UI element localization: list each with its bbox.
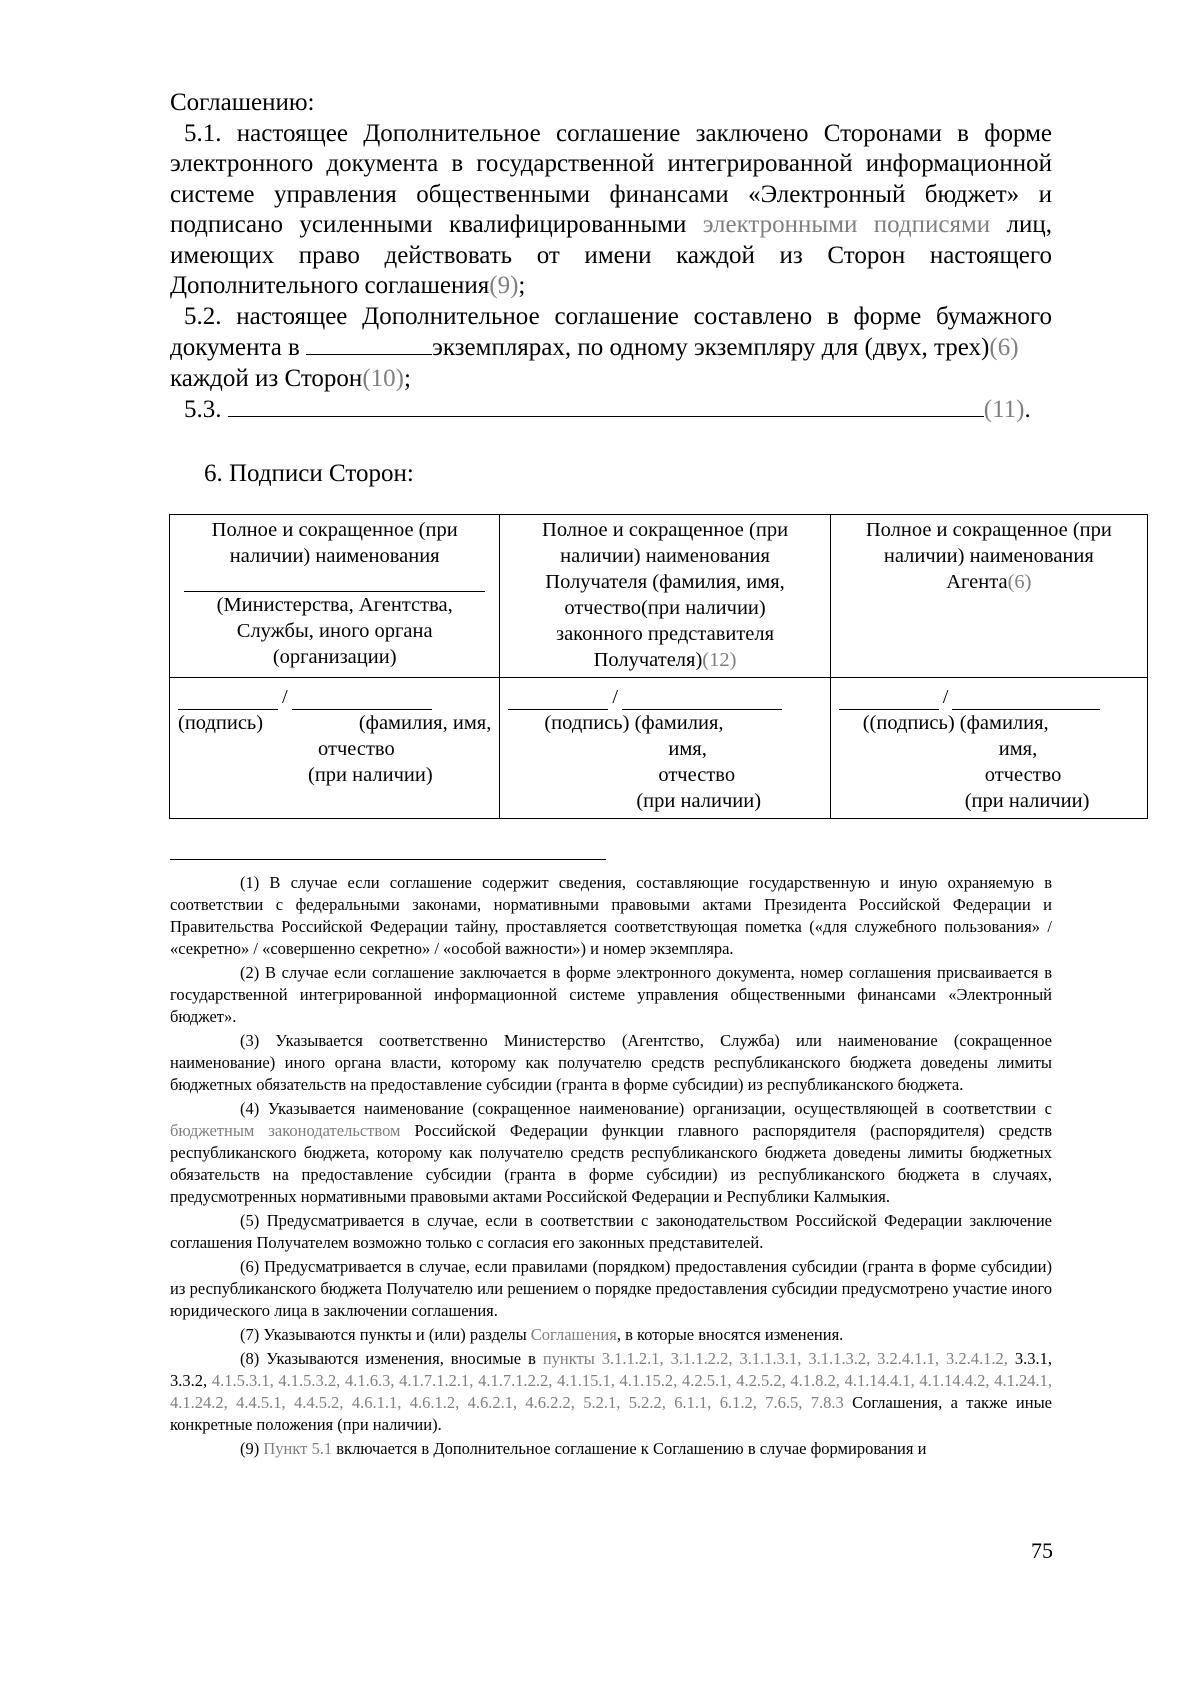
clause-5-2-line1: 5.2. настоящее Дополнительное соглашение составлено в форме бумажного	[184, 302, 1052, 330]
copies-blank	[306, 332, 432, 355]
link-electronic-signatures[interactable]: электронными подписями	[702, 211, 991, 238]
footnote-5: (5) Предусматривается в случае, если в соответствии с законодательством Российской Федерации заключение соглашения Получателем возможно только с согласия его законных представителей.	[170, 1210, 1052, 1252]
footnote-ref-10[interactable]: (10)	[362, 364, 404, 392]
footnote-3: (3) Указывается соответственно Министерство (Агентство, Служба) или наименование (сокращенное наименование) иного органа власти, которому как получателю средств республиканского бюджета доведены лимиты бюджетных обязательств на предоставление субсидии (гранта в форме субсидии) из республиканского бюджета.	[170, 1030, 1052, 1094]
party-1-signature-cell: / (подпись) (фамилия, имя, отчество (при наличии)	[170, 677, 500, 818]
link-agreement[interactable]: Соглашения	[530, 1324, 617, 1344]
footnote-9: (9) Пункт 5.1 включается в Дополнительное соглашение к Соглашению в случае формирования и	[240, 1438, 927, 1458]
signatures-table	[169, 514, 1148, 819]
footnote-ref-6-agent[interactable]: (6)	[1007, 570, 1032, 593]
footnote-ref-11[interactable]: (11)	[983, 396, 1025, 423]
link-clauses-4-7[interactable]: 4.1.5.3.1, 4.1.5.3.2, 4.1.6.3, 4.1.7.1.2.1, 4.1.7.1.2.2, 4.1.15.1, 4.1.15.2, 4.2.5.1, 4.2.5.2, 4.1.8.2, 4.1.14.4.1, 4.1.14.4.2, 4.1.24.1, 4.1.24.2, 4.4.5.1, 4.4.5.2, 4.6.1.1, 4.6.1.2, 4.6.2.1, 4.6.2.2, 5.2.1, 5.2.2, 6.1.1, 6.1.2, 7.6.5, 7.8.3	[170, 1370, 1053, 1412]
footnote-ref-6[interactable]: (6)	[989, 334, 1019, 361]
footnotes	[170, 872, 1052, 1460]
footnote-7: (7) Указываются пункты и (или) разделы Соглашения, в которые вносятся изменения.	[240, 1324, 844, 1344]
document-page	[170, 88, 1112, 1462]
clause-5-1: 5.1. настоящее Дополнительное соглашение заключено Сторонами в форме электронного документа в государственной интегрированной информационной системе управления общественными финансами «Электронный бюджет» и подписано усиленными квалифицированными электронными подписями лиц, имеющих право действовать от имени каждой из Сторон настоящего Дополнительного соглашения(9);	[170, 119, 1053, 299]
intro-line: Соглашению:	[170, 89, 315, 116]
link-clauses-3[interactable]: пункты 3.1.1.2.1, 3.1.1.2.2, 3.1.1.3.1, 3.1.1.3.2, 3.2.4.1.1, 3.2.4.1.2,	[542, 1348, 1008, 1368]
footnote-4: (4) Указывается наименование (сокращенное наименование) организации, осуществляющей в соответствии с бюджетным законодательством Российской Федерации функции главного распорядителя (распорядителя) средств республиканского бюджета, которому как получателю средств республиканского бюджета доведены лимиты бюджетных обязательств на предоставление субсидии (гранта в форме субсидии) из республиканского бюджета в случаях, предусмотренных нормативными правовыми актами Российской Федерации и Республики Калмыкия.	[170, 1098, 1052, 1206]
link-clause-5-1[interactable]: Пункт 5.1	[263, 1438, 333, 1458]
footnote-ref-9[interactable]: (9)	[489, 272, 519, 299]
party-3-signature-cell: / ((подпись) (фамилия, имя, отчество (при наличии)	[830, 677, 1147, 818]
footnote-separator	[170, 859, 606, 860]
clause-5-2: документа в экземплярах, по одному экземпляру для (двух, трех)(6) каждой из Сторон(10);	[170, 334, 1019, 392]
footnote-1: (1) В случае если соглашение содержит сведения, составляющие государственную и иную охраняемую в соответствии с федеральными законами, нормативными правовыми актами Президента Российской Федерации и Правительства Российской Федерации тайну, проставляется соответствующая пометка («для служебного пользования» / «секретно» / «совершенно секретно» / «особой важности») и номер экземпляра.	[170, 872, 1052, 958]
main-text	[170, 88, 1052, 426]
party-1-name-line	[184, 569, 485, 592]
page-number: 75	[1031, 1538, 1053, 1563]
footnote-6: (6) Предусматривается в случае, если правилами (порядком) предоставления субсидии (гранта в форме субсидии) из республиканского бюджета Получателю или решением о порядке предоставления субсидии предусмотрено участие иного юридического лица в заключении соглашения.	[170, 1256, 1052, 1320]
footnote-ref-12[interactable]: (12)	[702, 648, 737, 671]
footnote-8: (8) Указываются изменения, вносимые в пункты 3.1.1.2.1, 3.1.1.2.2, 3.1.1.3.1, 3.1.1.3.2, 3.2.4.1.1, 3.2.4.1.2, 3.3.1, 3.3.2, 4.1.5.3.1, 4.1.5.3.2, 4.1.6.3, 4.1.7.1.2.1, 4.1.7.1.2.2, 4.1.15.1, 4.1.15.2, 4.2.5.1, 4.2.5.2, 4.1.8.2, 4.1.14.4.1, 4.1.14.4.2, 4.1.24.1, 4.1.24.2, 4.4.5.1, 4.4.5.2, 4.6.1.1, 4.6.1.2, 4.6.2.1, 4.6.2.2, 5.2.1, 5.2.2, 6.1.1, 6.1.2, 7.6.5, 7.8.3 Соглашения, а также иные конкретные положения (при наличии).	[170, 1348, 1053, 1434]
party-2-signature-cell: / (подпись) (фамилия, имя, отчество (при наличии)	[500, 677, 830, 818]
section-heading-signatures: 6. Подписи Сторон:	[204, 459, 414, 487]
clause-5-3: 5.3. (11).	[184, 396, 1031, 423]
clause-5-3-blank	[228, 394, 984, 417]
link-budget-legislation[interactable]: бюджетным законодательством	[170, 1120, 401, 1140]
party-2-name-cell: Полное и сокращенное (при наличии) наименования Получателя (фамилия, имя, отчество(при наличии) законного представителя Получателя)(12)	[500, 514, 830, 677]
footnote-2: (2) В случае если соглашение заключается в форме электронного документа, номер соглашения присваивается в государственной интегрированной информационной системе управления общественными финансами «Электронный бюджет».	[170, 962, 1052, 1026]
party-3-name-cell: Полное и сокращенное (при наличии) наименования Агента(6)	[830, 514, 1147, 677]
party-1-name-cell: Полное и сокращенное (при наличии) наименования (Министерства, Агентства, Службы, иного органа (организации)	[170, 514, 500, 677]
